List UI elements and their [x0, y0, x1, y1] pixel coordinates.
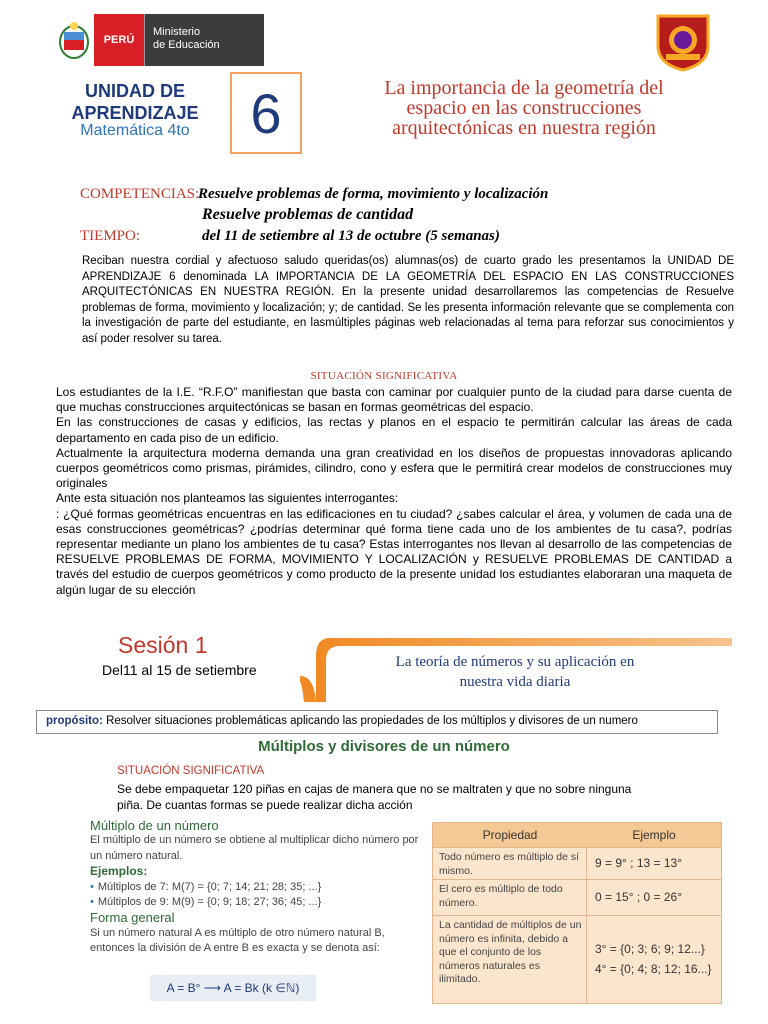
session-topic-line-1: La teoría de números y su aplicación en	[395, 654, 635, 670]
unit-title-line-2: espacio en las construcciones	[406, 97, 642, 119]
peru-shield-icon	[54, 14, 94, 66]
table-row	[433, 915, 721, 1003]
table-row	[433, 879, 721, 915]
table-header	[433, 823, 721, 847]
session-dates: Del11 al 15 de setiembre	[102, 662, 257, 678]
textbook-heading: Múltiplo de un número	[90, 818, 219, 833]
session-topic-line-2: nuestra vida diaria	[459, 674, 571, 690]
situacion-p1: Los estudiantes de la I.E. “R.F.O” manifiestan que basta con caminar por cualquier punto de la ciudad para darse cuenta de que muchas construcciones arquitectónicas se basan en formas geométricas del espacio.	[56, 385, 732, 415]
textbook-ejemplos-label: Ejemplos:	[90, 864, 148, 879]
table-cell-ej-2: 0 = 15° ; 0 = 26°	[595, 889, 682, 904]
properties-table	[432, 822, 722, 1004]
competencia-2: Resuelve problemas de cantidad	[202, 206, 414, 223]
table-cell-ej-3b: 4° = {0; 4; 8; 12; 16...}	[595, 961, 712, 976]
situacion-p5: : ¿Qué formas geométricas encuentras en las edificaciones en tu ciudad? ¿sabes calcular el área, y volumen de cada una de esas construcciones geométricas? ¿podrías determinar qué forma tiene cada uno de los ambientes de tu casa?, podrías representar mediante un plano los ambientes de tu casa? Estas interrogantes nos llevan al desarrollo de las competencias de RESUELVE PROBLEMAS DE FORMA, MOVIMIENTO Y LOCALIZACIÓN y RESUELVE PROBLEMAS DE CANTIDAD a través del estudio de cuerpos geométricos y como producto de la presente unidad los estudiantes elaboraran una maqueta de algún lugar de su elección	[56, 506, 732, 597]
multiplos-situacion-line-1: Se debe empaquetar 120 piñas en cajas de manera que no se maltraten y que no sobre ninguna	[117, 782, 632, 796]
proposito-box	[36, 710, 718, 734]
table-cell-prop-2: El cero es múltiplo de todo número.	[433, 880, 587, 915]
proposito-text: Resolver situaciones problemáticas aplicando las propiedades de los múltiplos y divisores de un numero	[106, 715, 638, 727]
competencia-1: Resuelve problemas de forma, movimiento y localización	[198, 186, 549, 202]
intro-paragraph: Reciban nuestra cordial y afectuoso saludo queridas(os) alumnas(os) de cuarto grado les presentamos la UNIDAD DE APRENDIZAJE 6 denominada LA IMPORTANCIA DE LA GEOMETRÍA DEL ESPACIO EN LAS CONSTRUCCIONES ARQUITECTÓNICAS EN NUESTRA REGIÓN. En la presente unidad desarrollaremos las competencias de Resuelve problemas de forma, movimiento y localización; y; de cantidad. Se les presenta información relevante que se complementa con la investigación de parte del estudiante, en lasmúltiples páginas web relacionadas al tema para reforzar sus conocimientos y así poder resolver su tarea.	[82, 255, 734, 345]
unit-label	[60, 80, 210, 124]
session-topic	[350, 652, 680, 692]
unit-number: 6	[230, 72, 302, 154]
textbook-forma-general: Forma general	[90, 910, 175, 926]
unit-title-line-3: arquitectónicas en nuestra región	[392, 117, 656, 139]
table-cell-prop-1: Todo número es múltiplo de sí mismo.	[433, 848, 587, 879]
unit-subject: Matemática 4to	[80, 122, 190, 139]
ministry-line-1: Ministerio	[153, 26, 201, 38]
unit-label-line-2: APRENDIZAJE	[71, 103, 199, 123]
table-row	[433, 847, 721, 879]
school-crest-icon	[654, 12, 712, 72]
proposito-label: propósito:	[46, 715, 103, 727]
textbook-example-2: • Múltiplos de 9: M(9) = {0; 9; 18; 27; 36; 45; ...}	[90, 895, 420, 910]
minedu-logo	[54, 14, 264, 66]
multiplos-situacion-line-2: piña. De cuantas formas se puede realizar dicha acción	[117, 798, 413, 812]
session-title: Sesión 1	[118, 632, 208, 658]
peru-label: PERÚ	[94, 14, 144, 66]
situacion-body	[56, 385, 732, 598]
textbook-general-text: Si un número natural A es múltiplo de otro número natural B, entonces la división de A entre B es exacta y se denota así:	[90, 926, 385, 955]
table-cell-ej-3	[587, 916, 721, 1003]
situacion-title: SITUACIÓN SIGNIFICATIVA	[310, 370, 458, 382]
situacion-p3: Actualmente la arquitectura moderna demanda una gran creatividad en los diseños de propuestas innovadoras aplicando cuerpos geométricos como prismas, pirámides, cilindro, cono y esfera que le permitirá crear modelos de construcciones muy originales	[56, 445, 732, 491]
table-header-propiedad: Propiedad	[482, 828, 538, 842]
table-cell-ej-1: 9 = 9° ; 13 = 13°	[595, 855, 682, 870]
unit-label-line-1: UNIDAD DE	[84, 81, 185, 101]
situacion-p4: Ante esta situación nos planteamos las siguientes interrogantes:	[56, 491, 399, 506]
competencias-label: COMPETENCIAS:	[80, 186, 200, 202]
textbook-example-1: • Múltiplos de 7: M(7) = {0; 7; 14; 21; 28; 35; ...}	[90, 880, 420, 895]
formula-box: A = B° ⟶ A = Bk (k ∈ℕ)	[150, 975, 316, 1001]
table-cell-ej-3a: 3° = {0; 3; 6; 9; 12...}	[595, 942, 705, 956]
table-header-ejemplo: Ejemplo	[632, 828, 676, 842]
textbook-definition: El múltiplo de un número se obtiene al multiplicar dicho número por un número natural.	[90, 834, 419, 862]
unit-title-line-1: La importancia de la geometría del	[384, 77, 664, 99]
ministry-line-2: de Educación	[153, 39, 220, 51]
tiempo-value: del 11 de setiembre al 13 de octubre (5 semanas)	[202, 228, 500, 244]
multiplos-title: Múltiplos y divisores de un número	[258, 738, 510, 755]
situacion-p2: En las construcciones de casas y edificios, las rectas y planos en el espacio te permitirán calcular las áreas de cada departamento en cada piso de un edificio.	[56, 415, 732, 445]
ministry-label	[144, 14, 264, 66]
table-cell-prop-3: La cantidad de múltiplos de un número es infinita, debido a que el conjunto de los números naturales es ilimitado.	[433, 916, 587, 1003]
unit-title	[330, 78, 718, 138]
multiplos-situacion-title: SITUACIÓN SIGNIFICATIVA	[117, 765, 265, 777]
textbook-panel	[90, 818, 420, 957]
multiplos-situacion-body	[117, 781, 677, 813]
tiempo-label: TIEMPO:	[80, 228, 140, 244]
